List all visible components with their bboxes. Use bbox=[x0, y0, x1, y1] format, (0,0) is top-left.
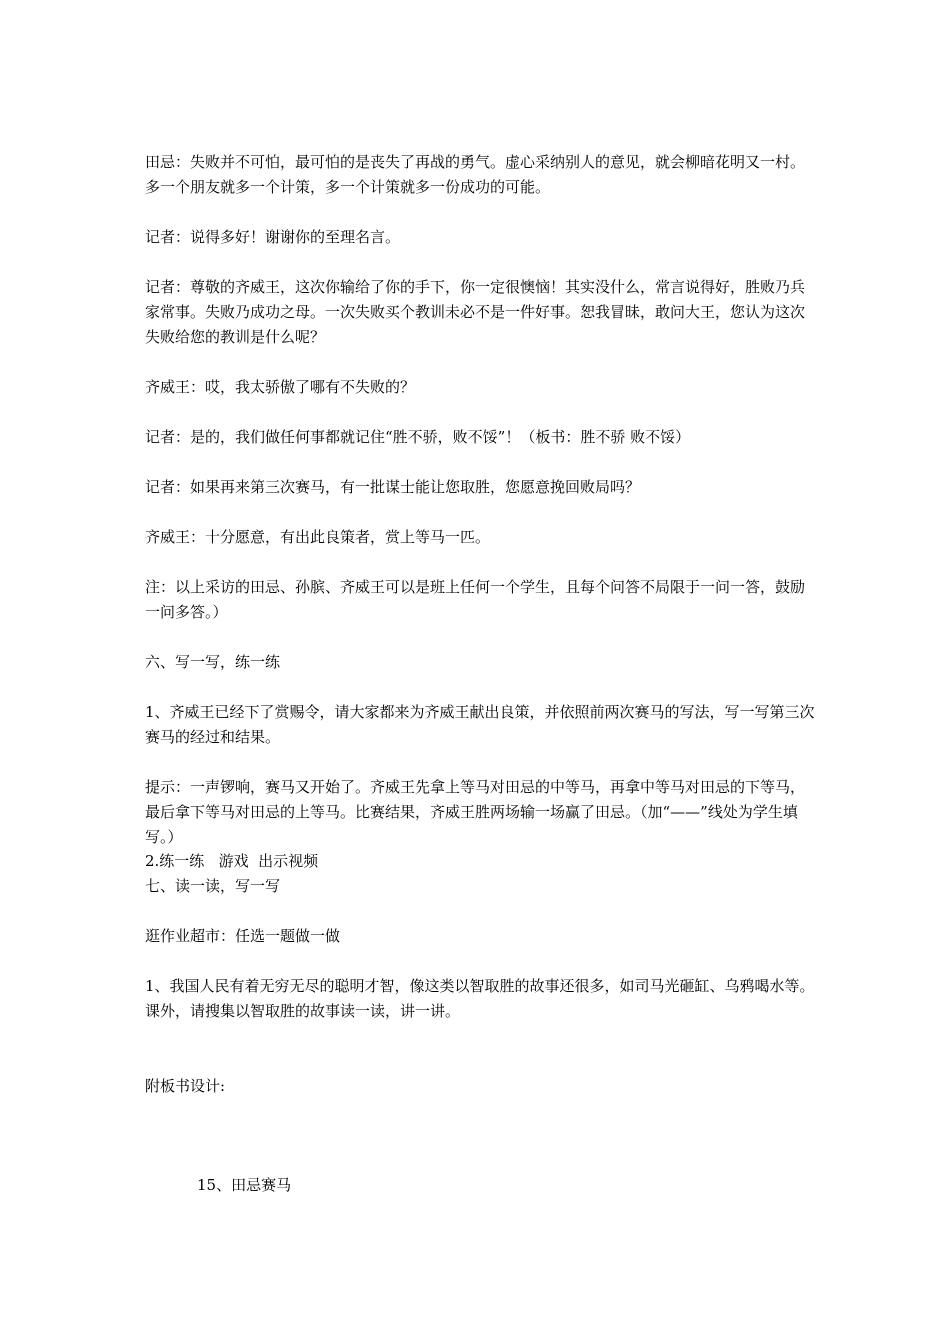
section-heading-six: 六、写一写，练一练 bbox=[145, 653, 281, 671]
paragraph-practice: 2.练一练 游戏 出示视频 bbox=[145, 852, 319, 870]
paragraph-reporter-thanks: 记者：说得多好！谢谢你的至理名言。 bbox=[145, 228, 401, 246]
paragraph-tianji-reply: 田忌：失败并不可怕，最可怕的是丧失了再战的勇气。虚心采纳别人的意见，就会柳暗花明又一村。多一个朋友就多一个计策，多一个计策就多一份成功的可能。 bbox=[145, 153, 806, 196]
paragraph-reporter-motto: 记者：是的，我们做任何事都就记住“胜不骄，败不馁”！（板书：胜不骄 败不馁） bbox=[145, 428, 691, 446]
paragraph-king-reply: 齐威王：哎，我太骄傲了哪有不失败的？ bbox=[145, 378, 416, 396]
board-title: 15、田忌赛马 bbox=[197, 1176, 292, 1194]
paragraph-board-design: 附板书设计: bbox=[145, 1077, 226, 1095]
paragraph-note: 注：以上采访的田忌、孙膑、齐威王可以是班上任何一个学生，且每个问答不局限于一问一答，鼓励一问多答。） bbox=[145, 578, 806, 621]
paragraph-homework-market: 逛作业超市：任选一题做一做 bbox=[145, 927, 341, 945]
paragraph-hint: 提示：一声锣响，赛马又开始了。齐威王先拿上等马对田忌的中等马，再拿中等马对田忌的下等马，最后拿下等马对田忌的上等马。比赛结果，齐威王胜两场输一场赢了田忌。（加“——”线处为学生填写。） bbox=[145, 778, 806, 846]
paragraph-task-one: 1、齐威王已经下了赏赐令，请大家都来为齐威王献出良策，并依照前两次赛马的写法，写一写第三次赛马的经过和结果。 bbox=[145, 703, 815, 746]
paragraph-reporter-third-race: 记者：如果再来第三次赛马，有一批谋士能让您取胜，您愿意挽回败局吗？ bbox=[145, 478, 641, 496]
paragraph-king-reward: 齐威王：十分愿意，有出此良策者，赏上等马一匹。 bbox=[145, 528, 491, 546]
paragraph-homework-one: 1、我国人民有着无穷无尽的聪明才智，像这类以智取胜的故事还很多，如司马光砸缸、乌鸦喝水等。课外，请搜集以智取胜的故事读一读，讲一讲。 bbox=[145, 977, 815, 1020]
section-heading-seven: 七、读一读，写一写 bbox=[145, 877, 281, 895]
paragraph-reporter-question-king: 记者：尊敬的齐威王，这次你输给了你的手下，你一定很懊恼！其实没什么，常言说得好，胜败乃兵家常事。失败乃成功之母。一次失败买个教训未必不是一件好事。恕我冒昧，敢问大王，您认为这次失败给您的教训是什么呢？ bbox=[145, 278, 806, 346]
